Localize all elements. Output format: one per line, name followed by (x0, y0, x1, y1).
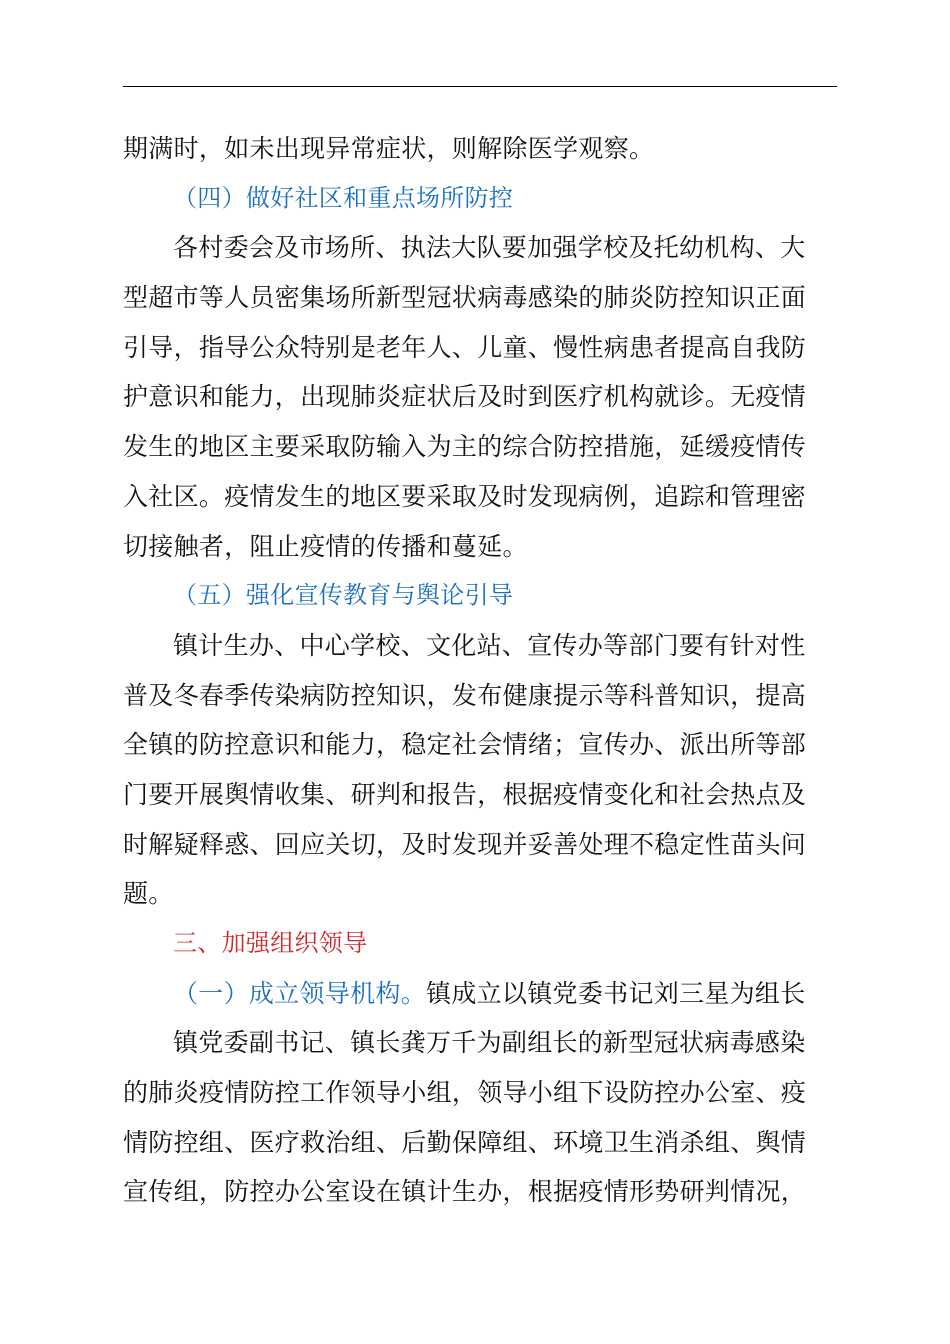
body-line: 门要开展舆情收集、研判和报告，根据疫情变化和社会热点及 (123, 779, 807, 809)
body-line: 入社区。疫情发生的地区要采取及时发现病例，追踪和管理密 (123, 481, 807, 511)
body-line: 题。 (123, 879, 174, 909)
body-line: 引导，指导公众特别是老年人、儿童、慢性病患者提高自我防 (123, 332, 807, 362)
document-body (123, 124, 837, 1217)
body-line: 情防控组、医疗救治组、后勤保障组、环境卫生消杀组、舆情 (123, 1127, 807, 1157)
subsection-text: 镇成立以镇党委书记刘三星为组长 (426, 978, 806, 1008)
header-rule (123, 86, 837, 87)
body-line: 宣传组，防控办公室设在镇计生办，根据疫情形势研判情况， (123, 1177, 807, 1207)
subsection-heading-1: （一）成立领导机构。 (173, 978, 427, 1008)
body-line: 切接触者，阻止疫情的传播和蔓延。 (123, 531, 528, 561)
subsection-line-1 (123, 969, 837, 1019)
body-line: 普及冬春季传染病防控知识，发布健康提示等科普知识，提高 (123, 680, 807, 710)
body-line: 全镇的防控意识和能力，稳定社会情绪；宣传办、派出所等部 (123, 730, 807, 760)
section-heading-4: （四）做好社区和重点场所防控 (173, 183, 514, 212)
body-line: 发生的地区主要采取防输入为主的综合防控措施，延缓疫情传 (123, 432, 807, 462)
body-line: 护意识和能力，出现肺炎症状后及时到医疗机构就诊。无疫情 (123, 382, 807, 412)
chapter-heading-3: 三、加强组织领导 (173, 929, 368, 957)
body-line: 镇党委副书记、镇长龚万千为副组长的新型冠状病毒感染 (173, 1028, 806, 1058)
body-line: 期满时，如未出现异常症状，则解除医学观察。 (123, 134, 655, 163)
section-heading-5: （五）强化宣传教育与舆论引导 (173, 581, 514, 610)
body-line: 各村委会及市场所、执法大队要加强学校及托幼机构、大 (173, 233, 806, 263)
body-line: 镇计生办、中心学校、文化站、宣传办等部门要有针对性 (173, 630, 806, 660)
body-line: 的肺炎疫情防控工作领导小组，领导小组下设防控办公室、疫 (123, 1078, 807, 1108)
body-line: 时解疑释惑、回应关切，及时发现并妥善处理不稳定性苗头问 (123, 829, 807, 859)
body-line: 型超市等人员密集场所新型冠状病毒感染的肺炎防控知识正面 (123, 283, 807, 313)
